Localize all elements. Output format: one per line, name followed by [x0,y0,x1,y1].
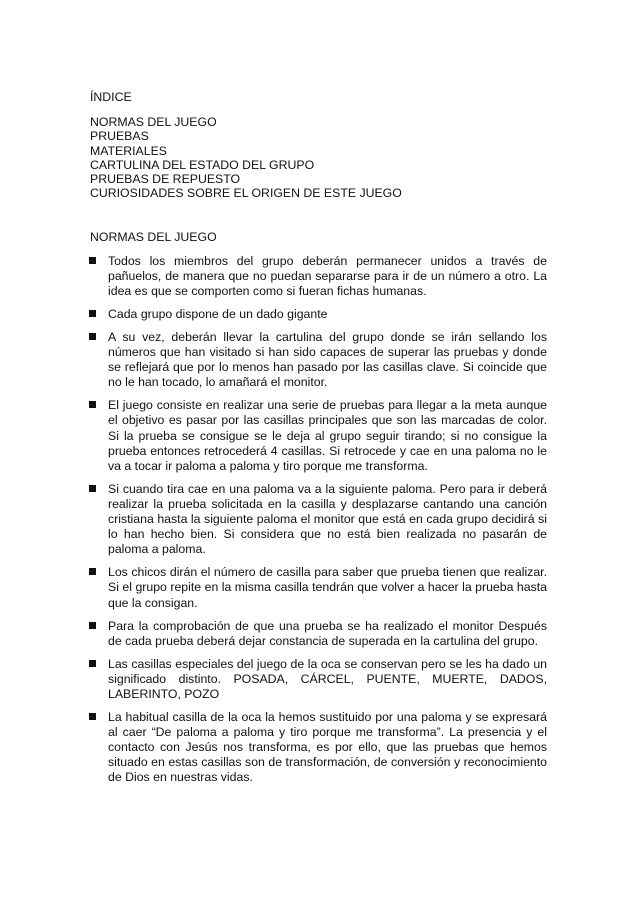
toc-item: CARTULINA DEL ESTADO DEL GRUPO [90,157,315,172]
list-item-text: A su vez, deberán llevar la cartulina del grupo donde se irán sellando los números que han visitado si han sido capaces de superar las pruebas y donde se reflejará que por lo menos han pasado por las casillas clave. Si coincide que no le han tocado, lo amañará el monitor. [108,330,547,390]
list-item-text: La habitual casilla de la oca la hemos sustituido por una paloma y se expresará al caer “De paloma a paloma y tiro porque me transforma”. La presencia y el contacto con Jesús nos transforma, es por ello, que las pruebas que hemos situado en estas casillas son de transformación, de conversión y reconocimiento de Dios en nuestras vidas. [108,710,547,785]
section-title: NORMAS DEL JUEGO [90,230,217,245]
square-bullet-icon [89,485,96,492]
list-item [89,307,547,322]
index-title: ÍNDICE [90,90,132,104]
toc-item: PRUEBAS [90,129,149,144]
list-item [89,254,547,299]
list-item [89,482,547,557]
document-page [90,90,548,794]
square-bullet-icon [89,333,96,340]
toc-item: CURIOSIDADES SOBRE EL ORIGEN DE ESTE JUEGO [90,186,402,201]
list-item [89,619,547,649]
list-item-text: El juego consiste en realizar una serie de pruebas para llegar a la meta aunque el objetivo es pasar por las casillas principales que son las marcadas de color. Si la prueba se consigue se le deja al grupo seguir tirando; si no consigue la prueba entonces retrocederá 4 casillas. Si retrocede y cae en una paloma no le va a tocar ir paloma a paloma y tiro porque me transforma. [108,398,547,473]
rules-list [90,254,548,786]
square-bullet-icon [89,622,96,629]
square-bullet-icon [89,401,96,408]
list-item [89,565,547,610]
list-item-text: Los chicos dirán el número de casilla para saber que prueba tienen que realizar. Si el grupo repite en la misma casilla tendrán que volver a hacer la prueba hasta que la consigan. [108,565,547,610]
square-bullet-icon [89,310,96,317]
list-item-text: Si cuando tira cae en una paloma va a la siguiente paloma. Pero para ir deberá realizar la prueba solicitada en la casilla y desplazarse cantando una canción cristiana hasta la siguiente paloma el monitor que está en cada grupo decidirá si lo han hecho bien. Si considera que no está bien realizada no pasarán de paloma a paloma. [108,481,547,557]
list-item [89,657,547,702]
square-bullet-icon [89,568,96,575]
square-bullet-icon [89,660,96,667]
list-item-text: Para la comprobación de que una prueba se ha realizado el monitor Después de cada prueba deberá dejar constancia de superada en la cartulina del grupo. [108,618,547,648]
toc-item: NORMAS DEL JUEGO [90,115,217,130]
list-item [89,330,547,390]
list-item [89,710,547,785]
toc-item: PRUEBAS DE REPUESTO [90,172,241,187]
list-item-text: Cada grupo dispone de un dado gigante [108,306,328,321]
list-item [89,398,547,473]
list-item-text: Las casillas especiales del juego de la oca se conservan pero se les ha dado un significado distinto. POSADA, CÁRCEL, PUENTE, MUERTE, DADOS, LABERINTO, POZO [108,656,547,701]
list-item-text: Todos los miembros del grupo deberán permanecer unidos a través de pañuelos, de manera que no puedan separarse para ir de un número a otro. La idea es que se comporten como si fueran fichas humanas. [108,253,547,298]
table-of-contents [90,115,548,200]
square-bullet-icon [89,713,96,720]
square-bullet-icon [89,257,96,264]
toc-item: MATERIALES [90,143,167,158]
